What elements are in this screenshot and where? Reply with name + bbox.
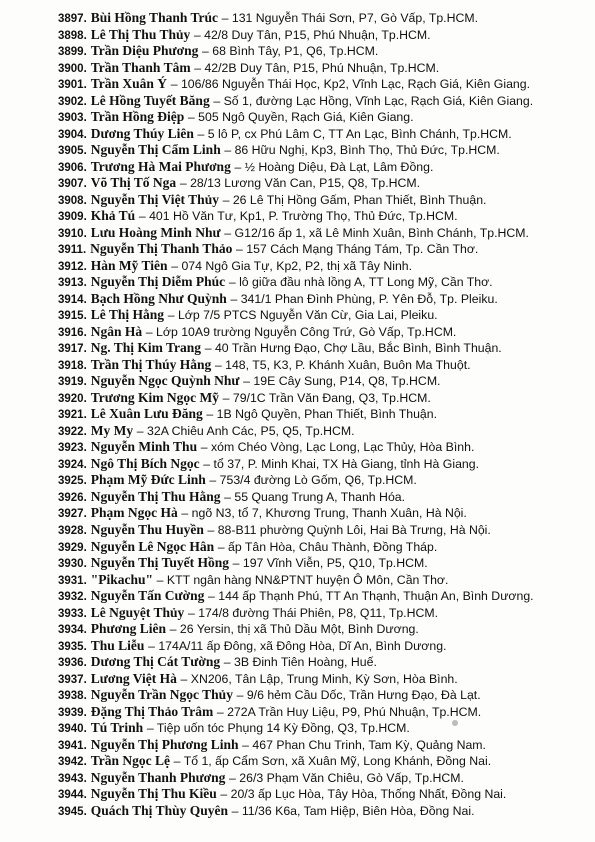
entry-address: – 55 Quang Trung A, Thanh Hóa.	[224, 489, 406, 504]
entry-number: 3931.	[58, 574, 87, 587]
entry-name: Bùi Hồng Thanh Trúc	[90, 10, 218, 25]
list-item	[58, 241, 588, 258]
entry-name: Trần Thị Thúy Hằng	[90, 356, 212, 372]
entry-name: Ng. Thị Kim Trang	[90, 340, 202, 356]
entry-address: – xóm Chéo Vòng, Lạc Long, Lạc Thủy, Hòa Bình.	[200, 440, 475, 455]
list-item	[58, 472, 588, 489]
entry-address: – 148, T5, K3, P. Khánh Xuân, Buôn Ma Thuột.	[214, 357, 471, 372]
entry-number: 3918.	[58, 359, 87, 372]
list-item	[58, 159, 588, 176]
list-item	[58, 93, 588, 110]
entry-name: Lê Thị Hằng	[90, 307, 165, 323]
list-item	[58, 423, 588, 440]
entry-number: 3927.	[58, 508, 87, 521]
entry-name: Lương Việt Hà	[90, 670, 177, 686]
entry-name: Dương Thúy Liên	[90, 125, 194, 141]
entry-name: Nguyễn Thị Thu Hằng	[90, 488, 221, 504]
entry-number: 3910.	[58, 227, 87, 240]
address-list	[58, 10, 588, 819]
list-item	[58, 340, 588, 357]
entry-address: – Lớp 10A9 trường Nguyễn Công Trứ, Gò Vấp, Tp.HCM.	[145, 324, 457, 339]
entry-number: 3917.	[58, 343, 87, 356]
entry-name: Trần Diệu Phương	[90, 43, 199, 59]
entry-name: Bạch Hồng Như Quỳnh	[90, 290, 227, 306]
list-item	[58, 456, 588, 473]
entry-address: – 1B Ngô Quyền, Phan Thiết, Bình Thuận.	[206, 407, 438, 422]
entry-number: 3935.	[58, 640, 87, 653]
list-item	[58, 588, 588, 605]
entry-name: Lê Nguyệt Thủy	[90, 604, 185, 620]
entry-name: Trần Xuân Ý	[90, 76, 168, 92]
entry-name: Lê Thị Thu Thủy	[90, 26, 191, 42]
entry-name: Phạm Mỹ Đức Linh	[90, 472, 206, 488]
entry-number: 3923.	[58, 442, 87, 455]
entry-name: Đặng Thị Thảo Trâm	[90, 703, 214, 719]
list-item	[58, 671, 588, 688]
entry-address: – G12/16 ấp 1, xã Lê Minh Xuân, Bình Chánh, Tp.HCM.	[224, 225, 529, 240]
entry-number: 3924.	[58, 458, 87, 471]
entry-number: 3900.	[58, 62, 87, 75]
entry-name: Thu Liễu	[90, 637, 145, 653]
entry-name: Nguyễn Minh Thu	[90, 439, 198, 455]
list-item	[58, 572, 588, 589]
list-item	[58, 373, 588, 390]
entry-name: Lưu Hoàng Minh Như	[90, 224, 221, 240]
entry-address: – 3B Đinh Tiên Hoàng, Huế.	[223, 655, 377, 670]
entry-name: Ngô Thị Bích Ngọc	[90, 455, 200, 471]
entry-number: 3938.	[58, 690, 87, 703]
entry-number: 3913.	[58, 277, 87, 290]
entry-address: – 131 Nguyễn Thái Sơn, P7, Gò Vấp, Tp.HCM.	[221, 11, 479, 25]
entry-number: 3939.	[58, 706, 87, 719]
entry-name: Trần Thanh Tâm	[90, 59, 191, 75]
entry-address: – 467 Phan Chu Trinh, Tam Kỳ, Quảng Nam.	[242, 737, 486, 752]
entry-address: – KTT ngân hàng NN&PTNT huyện Ô Môn, Cần Thơ.	[156, 572, 449, 587]
entry-name: Ngân Hà	[90, 323, 143, 339]
entry-address: – ấp Tân Hòa, Châu Thành, Đồng Tháp.	[217, 539, 438, 554]
list-item	[58, 539, 588, 556]
entry-name: Hàn Mỹ Tiên	[90, 257, 168, 273]
entry-number: 3943.	[58, 772, 87, 785]
list-item	[58, 27, 588, 44]
entry-number: 3905.	[58, 145, 87, 158]
entry-address: – 88-B11 phường Quỳnh Lôi, Hai Bà Trưng, Hà Nội.	[207, 522, 491, 537]
entry-address: – 272A Trần Huy Liệu, P9, Phú Nhuận, Tp.HCM.	[216, 704, 482, 719]
entry-name: Nguyễn Thị Cẩm Linh	[90, 142, 221, 158]
entry-address: – 42/8 Duy Tân, P15, Phú Nhuận, Tp.HCM.	[193, 27, 431, 42]
entry-number: 3941.	[58, 739, 87, 752]
entry-name: Nguyễn Thị Thu Kiều	[90, 786, 217, 802]
entry-number: 3920.	[58, 392, 87, 405]
entry-address: – 401 Hồ Văn Tư, Kp1, P. Trường Thọ, Thủ Đức, Tp.HCM.	[138, 209, 458, 224]
list-item	[58, 621, 588, 638]
entry-number: 3937.	[58, 673, 87, 686]
entry-number: 3921.	[58, 409, 87, 422]
list-item	[58, 390, 588, 407]
list-item	[58, 753, 588, 770]
entry-address: – 86 Hữu Nghị, Kp3, Bình Thọ, Thủ Đức, Tp.HCM.	[224, 143, 500, 158]
list-item	[58, 126, 588, 143]
list-item	[58, 109, 588, 126]
entry-address: – 26 Yersin, thị xã Thủ Dầu Một, Bình Dương.	[169, 622, 419, 637]
entry-number: 3911.	[58, 244, 87, 257]
entry-name: Trần Hồng Điệp	[90, 109, 185, 125]
entry-name: Lê Hồng Tuyết Băng	[90, 92, 210, 108]
entry-number: 3936.	[58, 657, 87, 670]
entry-address: – 074 Ngô Gia Tự, Kp2, P2, thị xã Tây Ninh.	[171, 258, 413, 273]
entry-number: 3932.	[58, 591, 87, 604]
entry-name: Phương Liên	[90, 621, 167, 637]
entry-number: 3904.	[58, 128, 87, 141]
entry-name: Nguyễn Lê Ngọc Hân	[90, 538, 215, 554]
entry-name: Khả Tú	[90, 208, 136, 224]
entry-number: 3944.	[58, 789, 87, 802]
entry-name: "Pikachu"	[90, 571, 154, 587]
entry-number: 3925.	[58, 475, 87, 488]
entry-number: 3940.	[58, 723, 87, 736]
entry-address: – 197 Vĩnh Viễn, P5, Q10, Tp.HCM.	[232, 556, 428, 571]
entry-address: – 79/1C Trần Văn Đang, Q3, Tp.HCM.	[222, 390, 431, 405]
list-item	[58, 786, 588, 803]
entry-number: 3908.	[58, 194, 87, 207]
list-item	[58, 638, 588, 655]
entry-address: – 341/1 Phan Đình Phùng, P. Yên Đỗ, Tp. Pleiku.	[230, 291, 498, 306]
list-item	[58, 291, 588, 308]
entry-address: – tổ 37, P. Minh Khai, TX Hà Giang, tỉnh Hà Giang.	[203, 456, 479, 471]
entry-number: 3930.	[58, 558, 87, 571]
list-item	[58, 687, 588, 704]
list-item	[58, 225, 588, 242]
entry-address: – 106/86 Nguyễn Thái Học, Kp2, Vĩnh Lạc, Rạch Giá, Kiên Giang.	[170, 77, 531, 92]
print-speck	[452, 720, 458, 726]
entry-name: Trương Kim Ngọc Mỹ	[90, 389, 219, 405]
entry-name: Trần Ngọc Lệ	[90, 753, 171, 769]
entry-address: – 26/3 Phạm Văn Chiêu, Gò Vấp, Tp.HCM.	[229, 770, 464, 785]
entry-address: – 144 ấp Thạnh Phú, TT An Thạnh, Thuận An, Bình Dương.	[208, 589, 534, 604]
entry-address: – 19E Cây Sung, P14, Q8, Tp.HCM.	[243, 374, 441, 389]
list-item	[58, 324, 588, 341]
entry-name: Nguyễn Thị Việt Thủy	[90, 191, 219, 207]
entry-address: – 11/36 K6a, Tam Hiệp, Biên Hòa, Đồng Nai.	[231, 803, 475, 818]
entry-number: 3916.	[58, 326, 87, 339]
entry-name: Nguyễn Trần Ngọc Thủy	[90, 687, 233, 703]
entry-number: 3912.	[58, 260, 87, 273]
entry-number: 3915.	[58, 310, 87, 323]
entry-number: 3919.	[58, 376, 87, 389]
entry-address: – 28/13 Lương Văn Can, P15, Q8, Tp.HCM.	[179, 176, 421, 191]
list-item	[58, 522, 588, 539]
entry-name: Phạm Ngọc Hà	[90, 505, 178, 521]
entry-name: Võ Thị Tố Nga	[90, 175, 177, 191]
list-item	[58, 737, 588, 754]
entry-address: – 9/6 hẻm Cầu Dốc, Trần Hưng Đạo, Đà Lạt.	[236, 688, 481, 703]
entry-name: My My	[90, 422, 134, 438]
entry-name: Nguyễn Thị Phương Linh	[90, 736, 239, 752]
entry-number: 3929.	[58, 541, 87, 554]
entry-name: Trương Hà Mai Phương	[90, 158, 231, 174]
entry-name: Nguyễn Thị Tuyết Hồng	[90, 555, 229, 571]
entry-address: – XN206, Tân Lập, Trung Minh, Kỳ Sơn, Hòa Bình.	[180, 671, 458, 686]
entry-name: Nguyễn Tấn Cường	[90, 588, 205, 604]
entry-name: Nguyễn Thị Diễm Phúc	[90, 274, 226, 290]
entry-name: Nguyễn Thanh Phương	[90, 769, 226, 785]
entry-address: – 753/4 đường Lò Gốm, Q6, Tp.HCM.	[209, 473, 417, 488]
entry-address: – Số 1, đường Lạc Hồng, Vĩnh Lạc, Rạch Giá, Kiên Giang.	[213, 93, 534, 108]
entry-address: – ½ Hoàng Diệu, Đà Lạt, Lâm Đồng.	[234, 159, 434, 174]
entry-name: Nguyễn Ngọc Quỳnh Như	[90, 373, 240, 389]
entry-number: 3945.	[58, 805, 87, 818]
list-item	[58, 406, 588, 423]
entry-address: – 174A/11 ấp Đông, xã Đông Hòa, Dĩ An, Bình Dương.	[148, 638, 447, 653]
entry-number: 3907.	[58, 178, 87, 191]
entry-address: – 40 Trần Hưng Đạo, Chợ Lầu, Bắc Bình, Bình Thuận.	[204, 341, 502, 356]
entry-address: – 42/2B Duy Tân, P15, Phú Nhuận, Tp.HCM.	[194, 60, 440, 75]
list-item	[58, 357, 588, 374]
list-item	[58, 803, 588, 820]
list-item	[58, 274, 588, 291]
entry-address: – Tiệp uốn tóc Phụng 14 Kỳ Đồng, Q3, Tp.HCM.	[146, 721, 410, 736]
entry-address: – 20/3 ấp Lục Hòa, Tây Hòa, Thống Nhất, Đồng Nai.	[220, 787, 507, 802]
entry-name: Nguyễn Thu Huyền	[90, 521, 204, 537]
entry-number: 3933.	[58, 607, 87, 620]
entry-address: – 174/8 đường Thái Phiên, P8, Q11, Tp.HCM.	[187, 605, 439, 620]
entry-address: – 157 Cách Mạng Tháng Tám, Tp. Cần Thơ.	[236, 242, 479, 257]
entry-name: Quách Thị Thùy Quyên	[90, 802, 228, 818]
list-item	[58, 175, 588, 192]
entry-address: – 32A Chiêu Anh Các, P5, Q5, Tp.HCM.	[136, 423, 355, 438]
list-item	[58, 43, 588, 60]
entry-address: – 68 Bình Tây, P1, Q6, Tp.HCM.	[202, 44, 379, 59]
entry-name: Dương Thị Cát Tường	[90, 654, 221, 670]
entry-number: 3897.	[58, 13, 87, 25]
list-item	[58, 142, 588, 159]
list-item	[58, 489, 588, 506]
entry-number: 3903.	[58, 112, 87, 125]
entry-number: 3942.	[58, 756, 87, 769]
entry-address: – Tổ 1, ấp Cẩm Sơn, xã Xuân Mỹ, Long Khánh, Đồng Nai.	[173, 754, 492, 769]
entry-address: – 505 Ngô Quyền, Rạch Giá, Kiên Giang.	[187, 110, 414, 125]
entry-number: 3901.	[58, 79, 87, 92]
entry-address: – lô giữa đầu nhà lồng A, TT Long Mỹ, Cần Thơ.	[228, 275, 493, 290]
list-item	[58, 439, 588, 456]
list-item	[58, 76, 588, 93]
list-item	[58, 10, 588, 27]
list-item	[58, 770, 588, 787]
entry-number: 3899.	[58, 46, 87, 59]
list-item	[58, 60, 588, 77]
entry-number: 3934.	[58, 624, 87, 637]
entry-address: – ngõ N3, tổ 7, Khương Trung, Thanh Xuân, Hà Nội.	[181, 506, 467, 521]
entry-number: 3909.	[58, 211, 87, 224]
entry-address: – 5 lô P, cx Phú Lâm C, TT An Lạc, Bình Chánh, Tp.HCM.	[197, 126, 512, 141]
list-item	[58, 307, 588, 324]
entry-number: 3926.	[58, 491, 87, 504]
entry-number: 3928.	[58, 524, 87, 537]
list-item	[58, 720, 588, 737]
list-item	[58, 704, 588, 721]
entry-name: Lê Xuân Lưu Đăng	[90, 406, 203, 422]
entry-name: Nguyễn Thị Thanh Thảo	[90, 241, 233, 257]
entry-number: 3902.	[58, 95, 87, 108]
list-item	[58, 605, 588, 622]
entry-name: Tú Trinh	[90, 720, 144, 736]
list-item	[58, 505, 588, 522]
entry-number: 3906.	[58, 161, 87, 174]
list-item	[58, 258, 588, 275]
entry-number: 3914.	[58, 293, 87, 306]
list-item	[58, 654, 588, 671]
entry-number: 3922.	[58, 425, 87, 438]
entry-address: – Lớp 7/5 PTCS Nguyễn Văn Cừ, Gia Lai, Pleiku.	[167, 308, 438, 323]
list-item	[58, 555, 588, 572]
entry-number: 3898.	[58, 29, 87, 42]
list-item	[58, 208, 588, 225]
entry-address: – 26 Lê Thị Hồng Gấm, Phan Thiết, Bình Thuận.	[222, 192, 487, 207]
list-item	[58, 192, 588, 209]
